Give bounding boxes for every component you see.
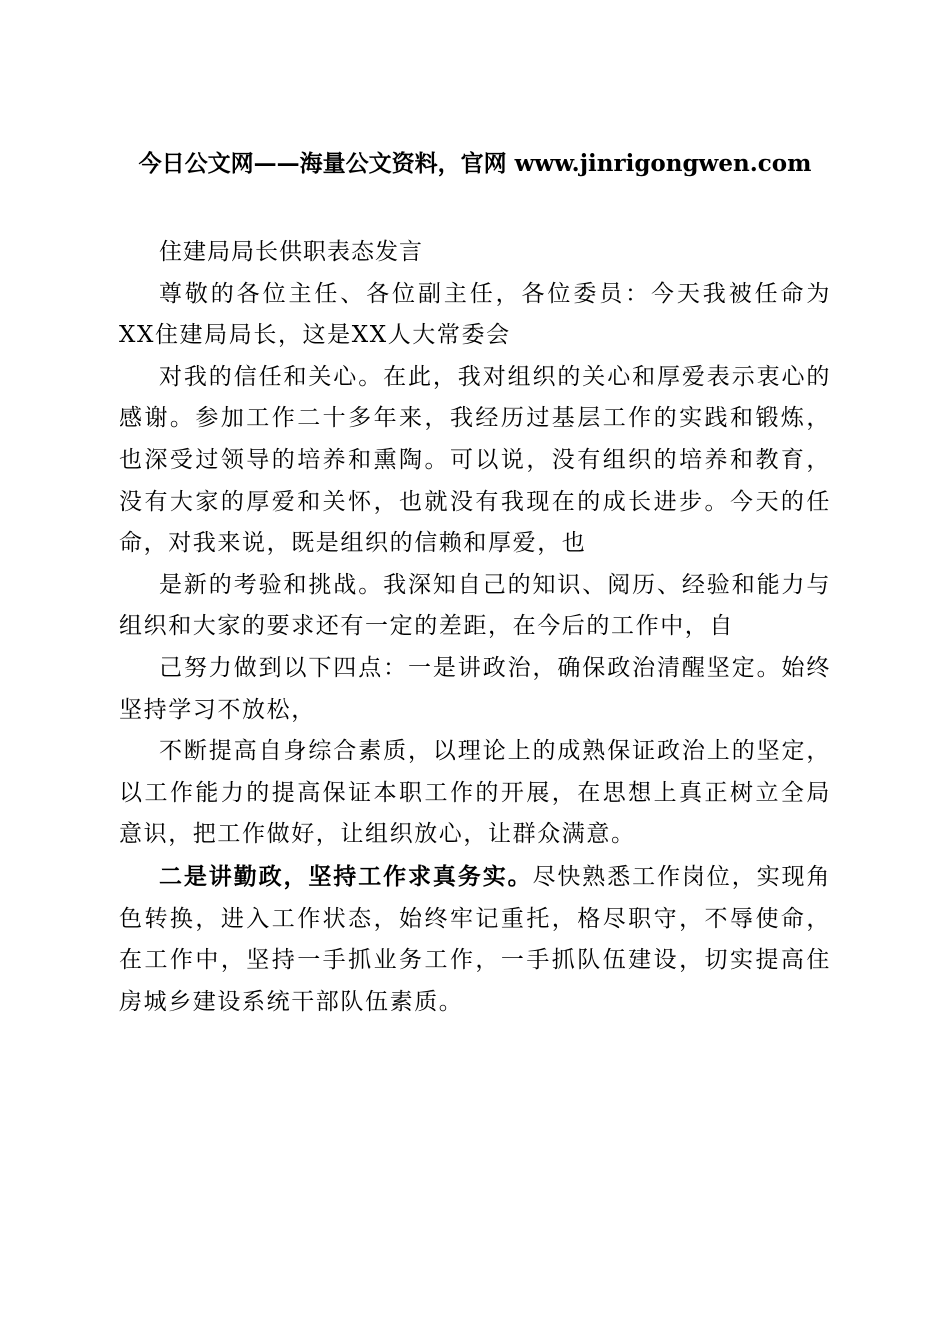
paragraph-5: 不断提高自身综合素质，以理论上的成熟保证政治上的坚定，以工作能力的提高保证本职工作的开展，在思想上真正树立全局意识，把工作做好，让组织放心，让群众满意。	[119, 738, 831, 848]
paragraph-1: 尊敬的各位主任、各位副主任，各位委员：今天我被任命为XX住建局局长，这是XX人大常委会	[119, 280, 831, 349]
site-header: 今日公文网——海量公文资料，官网 www.jinrigongwen.com	[138, 150, 812, 177]
paragraph-4: 己努力做到以下四点：一是讲政治，确保政治清醒坚定。始终坚持学习不放松，	[119, 654, 831, 723]
paragraph-6	[119, 856, 831, 1023]
paragraph-2: 对我的信任和关心。在此，我对组织的关心和厚爱表示衷心的感谢。参加工作二十多年来，我经历过基层工作的实践和锻炼，也深受过领导的培养和熏陶。可以说，没有组织的培养和教育，没有大家的厚爱和关怀，也就没有我现在的成长进步。今天的任命，对我来说，既是组织的信赖和厚爱，也	[119, 363, 831, 557]
document-body	[119, 232, 831, 1023]
document-title: 住建局局长供职表态发言	[159, 239, 423, 265]
paragraph-3: 是新的考验和挑战。我深知自己的知识、阅历、经验和能力与组织和大家的要求还有一定的差距，在今后的工作中，自	[119, 571, 831, 640]
paragraph-6-lead: 二是讲勤政，坚持工作求真务实。	[159, 862, 533, 890]
paragraph-6-rest: 尽快熟悉工作岗位，实现角色转换，进入工作状态，始终牢记重托，格尽职守，不辱使命，在工作中，坚持一手抓业务工作，一手抓队伍建设，切实提高住房城乡建设系统干部队伍素质。	[119, 863, 831, 1015]
